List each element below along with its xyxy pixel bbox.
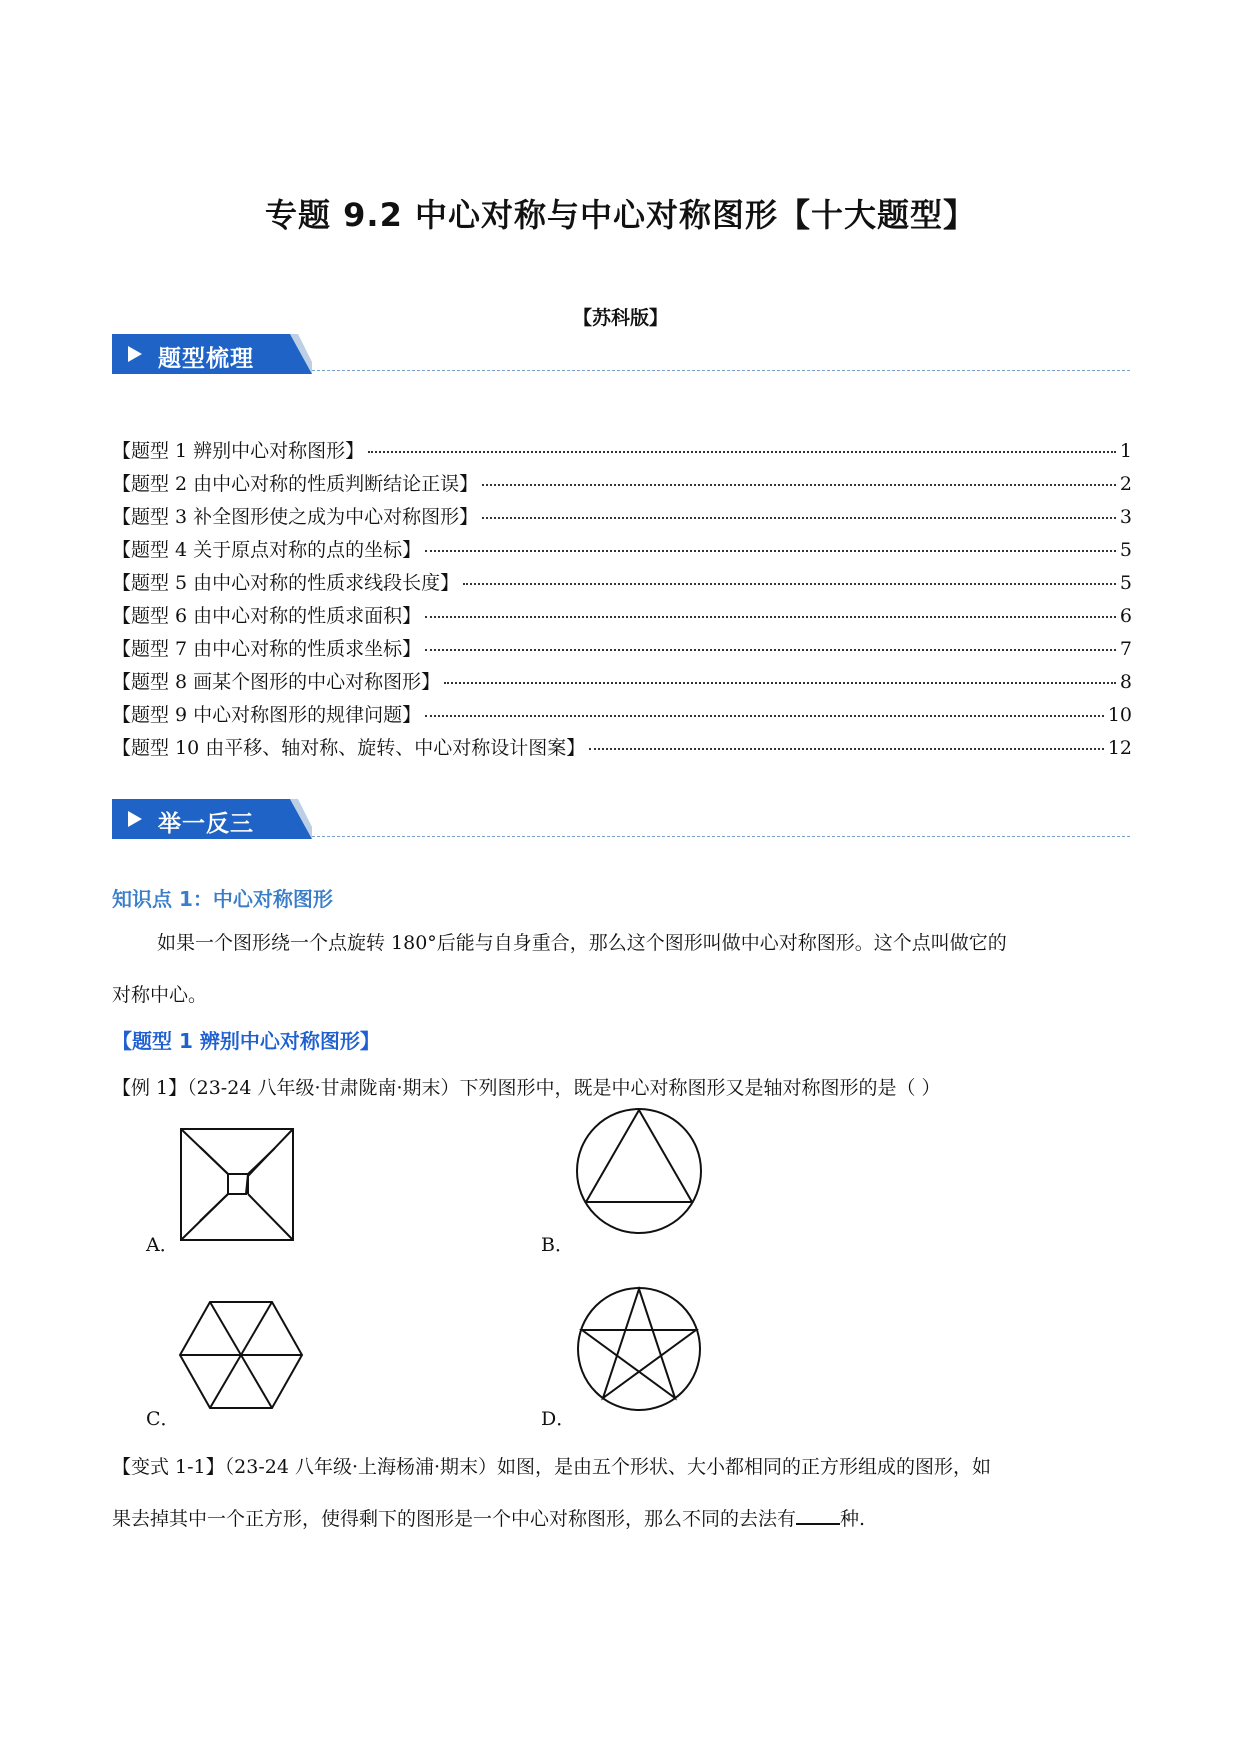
toc-leader (368, 451, 1116, 453)
knowledge-text-line2: 对称中心。 (112, 984, 208, 1006)
banner-label: 举一反三 (158, 811, 254, 837)
toc-item[interactable] (112, 733, 1132, 766)
variant-text-after-blank: 种. (840, 1508, 866, 1530)
toc-item-label: 【题型 8 画某个图形的中心对称图形】 (112, 671, 441, 693)
banner-label: 题型梳理 (158, 346, 254, 372)
toc-item-label: 【题型 2 由中心对称的性质判断结论正误】 (112, 473, 479, 495)
option-c-label[interactable]: C． (146, 1408, 180, 1430)
option-b-figure[interactable] (574, 1106, 704, 1236)
knowledge-heading: 知识点 1：中心对称图形 (112, 887, 333, 911)
toc-item[interactable] (112, 700, 1132, 733)
toc-leader (482, 517, 1116, 519)
toc-leader (482, 484, 1116, 486)
toc-item[interactable] (112, 502, 1132, 535)
play-icon (128, 811, 142, 827)
toc-item[interactable] (112, 535, 1132, 568)
option-a-figure[interactable] (180, 1128, 295, 1242)
toc-page-number: 1 (1119, 440, 1132, 462)
variant-question-line1: 【变式 1-1】（23-24 八年级·上海杨浦·期末）如图，是由五个形状、大小都相同的正方形组成的图形，如 (112, 1456, 992, 1478)
toc-leader (425, 715, 1104, 717)
toc-page-number: 3 (1119, 506, 1132, 528)
variant-text-before-blank: 果去掉其中一个正方形，使得剩下的图形是一个中心对称图形，那么不同的去法有 (112, 1508, 797, 1530)
toc-leader (589, 748, 1104, 750)
toc-item-label: 【题型 4 关于原点对称的点的坐标】 (112, 539, 422, 561)
toc-page-number: 6 (1119, 605, 1132, 627)
toc-item-label: 【题型 10 由平移、轴对称、旋转、中心对称设计图案】 (112, 737, 586, 759)
toc-leader (463, 583, 1116, 585)
section-banner-examples (112, 799, 312, 839)
knowledge-text-line1: 如果一个图形绕一个点旋转 180°后能与自身重合，那么这个图形叫做中心对称图形。这个点叫做它的 (157, 932, 1007, 954)
toc-item[interactable] (112, 568, 1132, 601)
toc-item-label: 【题型 9 中心对称图形的规律问题】 (112, 704, 422, 726)
toc-page-number: 10 (1107, 704, 1132, 726)
edition-label: 【苏科版】 (572, 307, 668, 329)
type-heading: 【题型 1 辨别中心对称图形】 (112, 1029, 380, 1053)
toc-item-label: 【题型 5 由中心对称的性质求线段长度】 (112, 572, 460, 594)
toc-item-label: 【题型 1 辨别中心对称图形】 (112, 440, 365, 462)
option-b-label[interactable]: B． (541, 1234, 574, 1256)
toc-page-number: 5 (1119, 539, 1132, 561)
toc-item-label: 【题型 3 补全图形使之成为中心对称图形】 (112, 506, 479, 528)
toc-item[interactable] (112, 634, 1132, 667)
toc-leader (425, 616, 1116, 618)
option-d-label[interactable]: D． (541, 1408, 576, 1430)
banner-divider (312, 836, 1130, 837)
play-icon (128, 346, 142, 362)
table-of-contents (112, 436, 1132, 766)
toc-page-number: 2 (1119, 473, 1132, 495)
option-a-label[interactable]: A． (146, 1234, 179, 1256)
banner-divider (312, 370, 1130, 371)
toc-page-number: 5 (1119, 572, 1132, 594)
toc-item-label: 【题型 7 由中心对称的性质求坐标】 (112, 638, 422, 660)
toc-item[interactable] (112, 436, 1132, 469)
option-c-figure[interactable] (178, 1300, 304, 1412)
toc-leader (425, 649, 1116, 651)
toc-page-number: 7 (1119, 638, 1132, 660)
toc-item[interactable] (112, 469, 1132, 502)
example-question: 【例 1】（23-24 八年级·甘肃陇南·期末）下列图形中，既是中心对称图形又是轴对称图形的是（ ） (112, 1077, 941, 1099)
section-banner-overview (112, 334, 312, 374)
page-title: 专题 9.2 中心对称与中心对称图形【十大题型】 (265, 196, 976, 234)
toc-page-number: 12 (1107, 737, 1132, 759)
variant-question-line2 (112, 1494, 1132, 1545)
answer-blank[interactable] (796, 1505, 840, 1525)
toc-item[interactable] (112, 601, 1132, 634)
toc-leader (444, 682, 1116, 684)
toc-leader (425, 550, 1116, 552)
option-d-figure[interactable] (576, 1286, 702, 1412)
toc-item[interactable] (112, 667, 1132, 700)
toc-item-label: 【题型 6 由中心对称的性质求面积】 (112, 605, 422, 627)
toc-page-number: 8 (1119, 671, 1132, 693)
